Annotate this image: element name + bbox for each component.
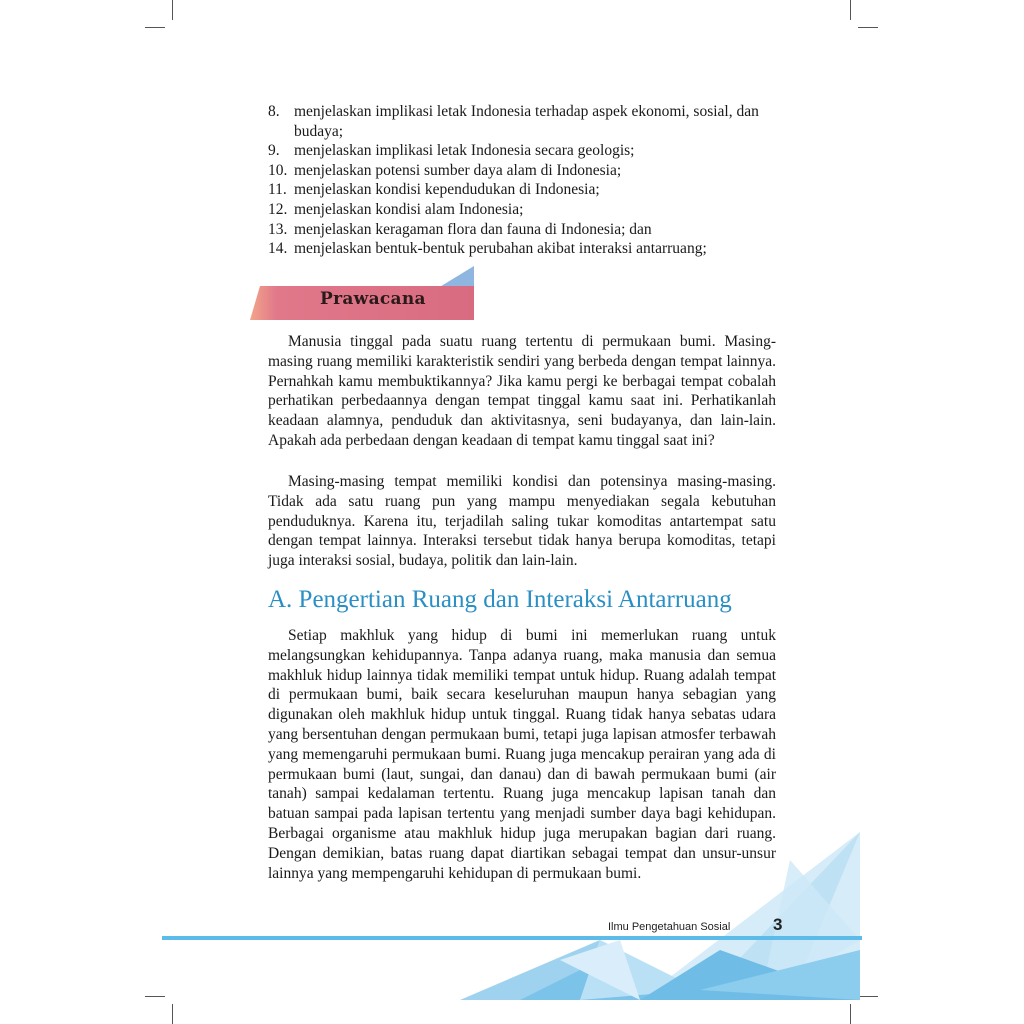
list-item bbox=[268, 200, 778, 220]
list-item bbox=[268, 239, 778, 259]
banner-accent bbox=[438, 266, 474, 288]
item-text: menjelaskan bentuk-bentuk perubahan akibat interaksi antarruang; bbox=[294, 240, 707, 258]
item-text: menjelaskan implikasi letak Indonesia terhadap aspek ekonomi, sosial, dan budaya; bbox=[294, 103, 759, 140]
list-item bbox=[268, 180, 778, 200]
item-text: menjelaskan keragaman flora dan fauna di Indonesia; dan bbox=[294, 220, 652, 238]
footer-book-title: Ilmu Pengetahuan Sosial bbox=[608, 921, 731, 933]
item-number: 11. bbox=[268, 181, 287, 199]
prawacana-paragraph-2: Masing-masing tempat memiliki kondisi dan potensinya masing-masing. Tidak ada satu ruang pun yang mampu menyediakan segala kebutuhan penduduknya. Karena itu, terjadilah saling tukar komoditas antartempat satu dengan tempat lainnya. Interaksi tersebut tidak hanya berupa komoditas, tetapi juga interaksi sosial, budaya, politik dan lain-lain. bbox=[268, 473, 776, 570]
section-heading: A. Pengertian Ruang dan Interaksi Antarruang bbox=[268, 586, 732, 613]
list-item bbox=[268, 102, 778, 141]
item-text: menjelaskan kondisi alam Indonesia; bbox=[294, 200, 524, 218]
item-number: 14. bbox=[268, 240, 288, 258]
item-text: menjelaskan potensi sumber daya alam di Indonesia; bbox=[294, 161, 622, 179]
item-number: 13. bbox=[268, 220, 288, 238]
item-number: 9. bbox=[268, 142, 280, 160]
prawacana-title: Prawacana bbox=[320, 289, 426, 309]
objectives-list bbox=[268, 102, 778, 259]
list-item bbox=[268, 141, 778, 161]
item-number: 8. bbox=[268, 103, 280, 120]
prawacana-banner bbox=[250, 266, 476, 322]
page-number: 3 bbox=[773, 915, 783, 934]
item-text: menjelaskan implikasi letak Indonesia secara geologis; bbox=[294, 142, 635, 160]
list-item bbox=[268, 220, 778, 240]
section-paragraph: Setiap makhluk yang hidup di bumi ini memerlukan ruang untuk melangsungkan kehidupannya. Tanpa adanya ruang, maka manusia dan semua makhluk hidup lainnya tidak memiliki tempat untuk hidup. Ruang adalah tempat di permukaan bumi, baik secara keseluruhan maupun hanya sebagian yang digunakan oleh makhluk hidup untuk tinggal. Ruang tidak hanya sebatas udara yang bersentuhan dengan permukaan bumi, tetapi juga lapisan atmosfer terbawah yang memengaruhi permukaan bumi. Ruang juga mencakup perairan yang ada di permukaan bumi (laut, sungai, dan danau) dan di bawah permukaan bumi (air tanah) sampai kedalaman tertentu. Ruang juga mencakup lapisan tanah dan batuan sampai pada lapisan tertentu yang menjadi sumber daya bagi kehidupan. Berbagai organisme atau makhluk hidup juga merupakan bagian dari ruang. Dengan demikian, batas ruang dapat diartikan sebagai tempat dan unsur-unsur lainnya yang mempengaruhi kehidupan di permukaan bumi. bbox=[268, 627, 776, 882]
item-number: 12. bbox=[268, 200, 288, 218]
prawacana-paragraph-1: Manusia tinggal pada suatu ruang tertentu di permukaan bumi. Masing-masing ruang memiliki karakteristik sendiri yang berbeda dengan tempat lainnya. Pernahkah kamu membuktikannya? Jika kamu pergi ke berbagai tempat cobalah perhatikan perbedaannya dengan tempat tinggal kamu saat ini. Perhatikanlah keadaan alamnya, penduduk dan aktivitasnya, seni budayanya, dan lain-lain. Apakah ada perbedaan dengan keadaan di tempat kamu tinggal saat ini? bbox=[268, 333, 776, 449]
item-number: 10. bbox=[268, 161, 288, 179]
footer-rule bbox=[162, 936, 862, 940]
list-item bbox=[268, 161, 778, 181]
item-text: menjelaskan kondisi kependudukan di Indonesia; bbox=[294, 181, 600, 199]
